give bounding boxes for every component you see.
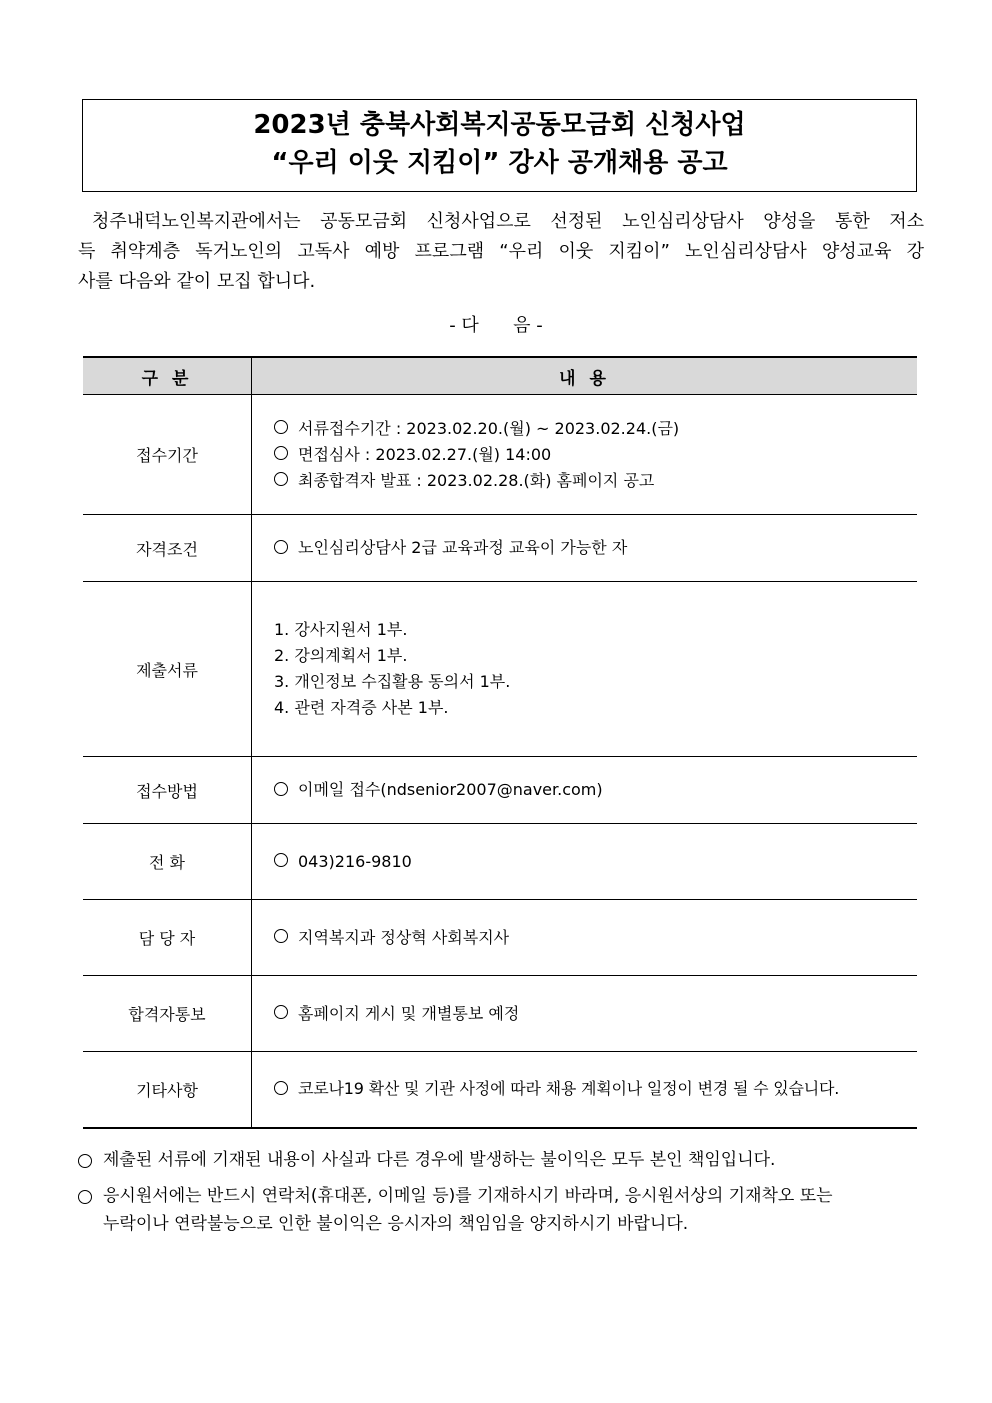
table-row: [83, 824, 917, 900]
circle-bullet-icon: [274, 446, 288, 460]
content-item: 코로나19 확산 및 기관 사정에 따라 채용 계획이나 일정이 변경 될 수 있습니다.: [274, 1076, 917, 1102]
circle-bullet-icon: [78, 1190, 92, 1204]
row-label: 전 화: [83, 824, 252, 900]
circle-bullet-icon: [274, 929, 288, 943]
content-item: 서류접수기간 : 2023.02.20.(월) ~ 2023.02.24.(금): [274, 416, 917, 442]
content-item: 1. 강사지원서 1부.: [274, 620, 408, 639]
table-header-row: [83, 357, 917, 395]
circle-bullet-icon: [274, 782, 288, 796]
circle-bullet-icon: [274, 1081, 288, 1095]
header-content: 내 용: [252, 357, 918, 395]
content-item: 지역복지과 정상혁 사회복지사: [274, 925, 917, 951]
row-content: [252, 395, 918, 515]
row-content: [252, 824, 918, 900]
table-row: [83, 582, 917, 757]
header-category: 구 분: [83, 357, 252, 395]
row-label: 기타사항: [83, 1052, 252, 1128]
intro-line-1: 청주내덕노인복지관에서는 공동모금회 신청사업으로 선정된 노인심리상담사 양성을 통한 저소: [92, 211, 924, 232]
title-line-2: “우리 이웃 지킴이” 강사 공개채용 공고: [271, 148, 728, 178]
content-item: 면접심사 : 2023.02.27.(월) 14:00: [274, 442, 917, 468]
content-item: 3. 개인정보 수집활용 동의서 1부.: [274, 672, 511, 691]
row-label: 합격자통보: [83, 976, 252, 1052]
row-content: [252, 900, 918, 976]
row-label: 담 당 자: [83, 900, 252, 976]
content-item: 043)216-9810: [274, 849, 917, 875]
title-line-1: 2023년 충북사회복지공동모금회 신청사업: [253, 110, 746, 140]
intro-line-2: 득 취약계층 독거노인의 고독사 예방 프로그램 “우리 이웃 지킴이” 노인심리상담사 양성교육 강: [78, 241, 924, 262]
row-content: [252, 1052, 918, 1128]
row-content: [252, 757, 918, 824]
content-item: 이메일 접수(ndsenior2007@naver.com): [274, 777, 917, 803]
section-heading: - 다 음 -: [449, 315, 543, 336]
notes-section: [78, 1146, 928, 1246]
content-item: 2. 강의계획서 1부.: [274, 646, 408, 665]
row-label: 접수방법: [83, 757, 252, 824]
note-item: 응시원서에는 반드시 연락처(휴대폰, 이메일 등)를 기재하시기 바라며, 응시원서상의 기재착오 또는 누락이나 연락불능으로 인한 불이익은 응시자의 책임임을 양지하시기 바랍니다.: [78, 1182, 928, 1238]
table-row: [83, 1052, 917, 1128]
circle-bullet-icon: [274, 853, 288, 867]
note-item: 제출된 서류에 기재된 내용이 사실과 다른 경우에 발생하는 불이익은 모두 본인 책임입니다.: [78, 1146, 928, 1174]
content-item: 최종합격자 발표 : 2023.02.28.(화) 홈페이지 공고: [274, 468, 917, 494]
circle-bullet-icon: [274, 1005, 288, 1019]
info-table: [83, 356, 917, 1129]
row-content: [252, 515, 918, 582]
title-box: [82, 99, 917, 192]
row-label: 자격조건: [83, 515, 252, 582]
intro-line-3: 사를 다음와 같이 모집 합니다.: [78, 271, 316, 292]
row-content: [252, 976, 918, 1052]
table-row: [83, 900, 917, 976]
circle-bullet-icon: [274, 472, 288, 486]
table-row: [83, 395, 917, 515]
row-label: 제출서류: [83, 582, 252, 757]
content-item: 노인심리상담사 2급 교육과정 교육이 가능한 자: [274, 535, 917, 561]
circle-bullet-icon: [274, 540, 288, 554]
content-item: 홈페이지 게시 및 개별통보 예정: [274, 1001, 917, 1027]
content-item: 4. 관련 자격증 사본 1부.: [274, 698, 449, 717]
table-row: [83, 976, 917, 1052]
table-row: [83, 515, 917, 582]
row-content: [252, 582, 918, 757]
row-label: 접수기간: [83, 395, 252, 515]
intro-paragraph: [78, 207, 924, 297]
table-row: [83, 757, 917, 824]
circle-bullet-icon: [274, 420, 288, 434]
circle-bullet-icon: [78, 1154, 92, 1168]
